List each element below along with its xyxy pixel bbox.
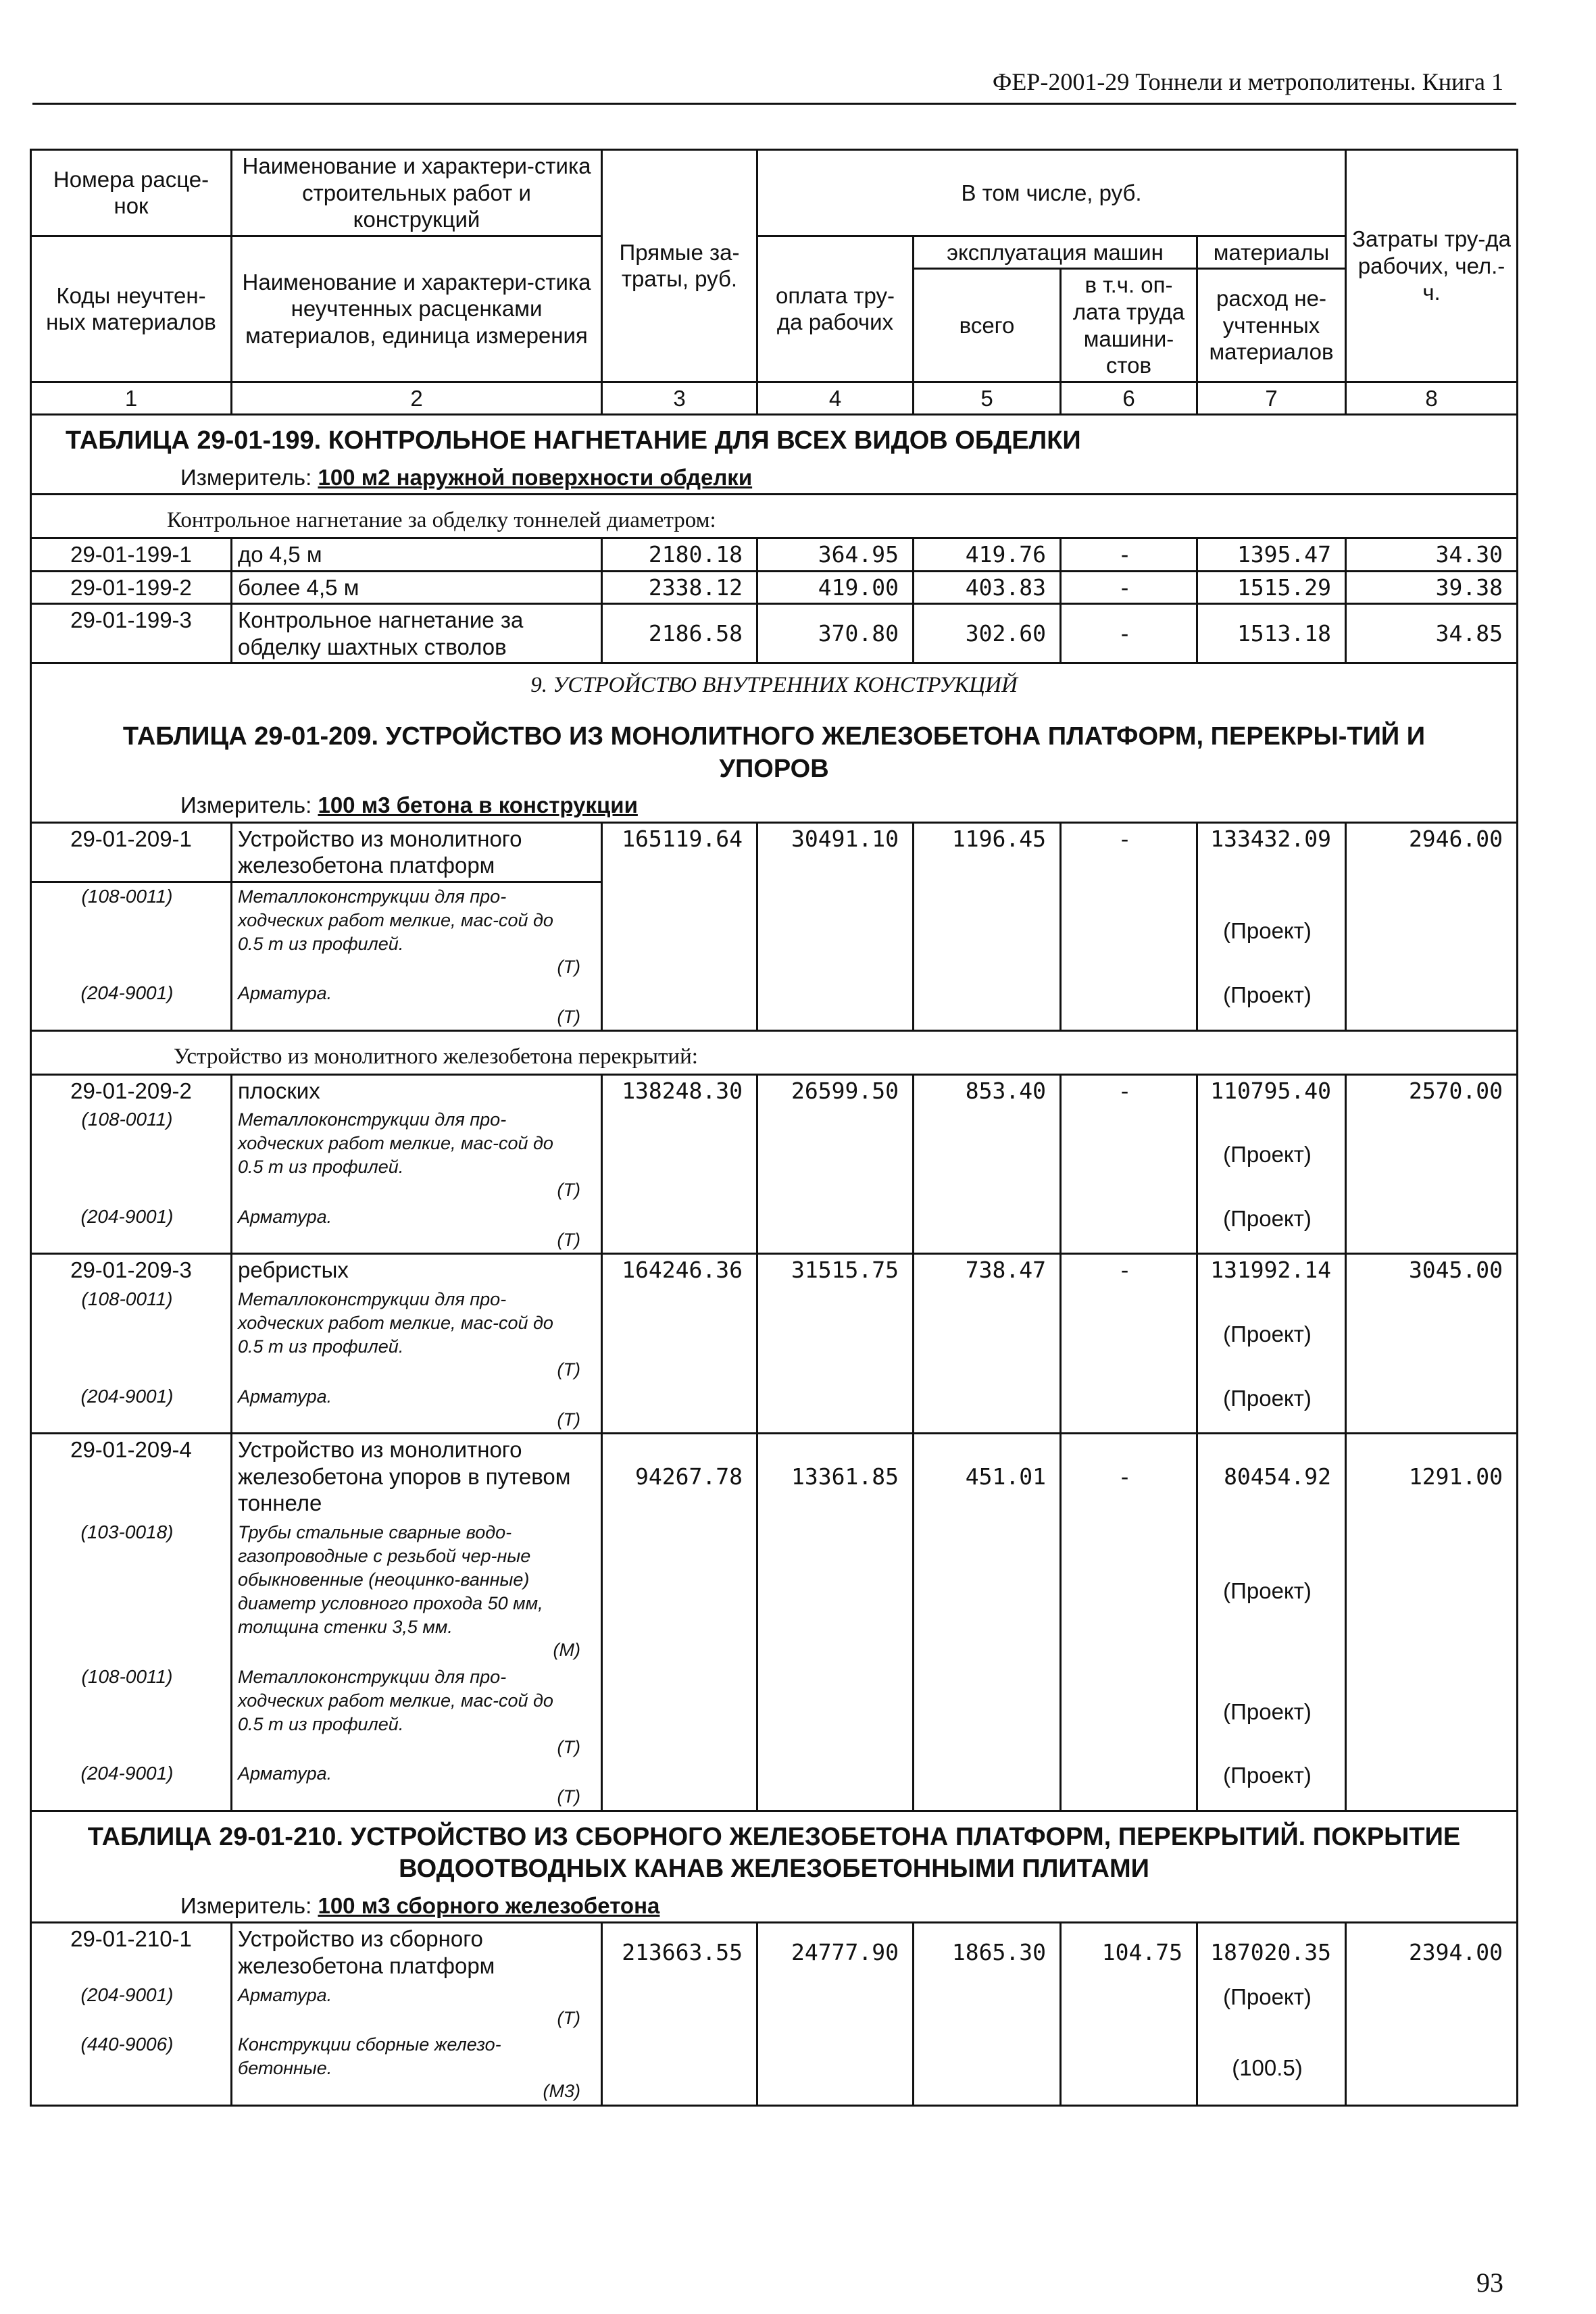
- rate-name: Устройство из монолитного железобетона упоров в путевом тоннеле: [232, 1434, 602, 1519]
- table-199-title: ТАБЛИЦА 29-01-199. КОНТРОЛЬНОЕ НАГНЕТАНИЕ ДЛЯ ВСЕХ ВИДОВ ОБДЕЛКИ: [66, 426, 1081, 455]
- direct-costs: 2338.12: [602, 571, 757, 604]
- materials-cost: 133432.09: [1197, 822, 1346, 882]
- machinist-pay: -: [1061, 822, 1197, 882]
- material-row: [31, 1383, 1518, 1434]
- labor-pay: 31515.75: [757, 1254, 914, 1286]
- material-unit: (М): [553, 1640, 580, 1661]
- running-head: ФЕР-2001-29 Тоннели и метрополитены. Книга 1: [992, 68, 1503, 95]
- machines-total: 738.47: [914, 1254, 1061, 1286]
- direct-costs: 2180.18: [602, 538, 757, 572]
- labor-hours: 3045.00: [1346, 1254, 1518, 1286]
- labor-hours: 2946.00: [1346, 822, 1518, 882]
- machines-total: 302.60: [914, 604, 1061, 663]
- machines-total: 1865.30: [914, 1923, 1061, 1982]
- table-row: [31, 1434, 1518, 1519]
- machinist-pay: -: [1061, 538, 1197, 572]
- machines-header: эксплуатация машин: [914, 236, 1197, 269]
- group-heading: Устройство из монолитного железобетона перекрытий:: [31, 1030, 1518, 1074]
- material-consumption: (Проект): [1197, 980, 1346, 1030]
- direct-costs: 138248.30: [602, 1074, 757, 1106]
- material-consumption: (Проект): [1197, 1383, 1346, 1434]
- table-210-title: ТАБЛИЦА 29-01-210. УСТРОЙСТВО ИЗ СБОРНОГО ЖЕЛЕЗОБЕТОНА ПЛАТФОРМ, ПЕРЕКРЫТИЙ. ПОКРЫТИЕ ВОДООТВОДНЫХ КАНАВ ЖЕЛЕЗОБЕТОННЫМИ ПЛИТАМИ: [87, 1822, 1461, 1884]
- machines-total: 419.76: [914, 538, 1061, 572]
- machinist-pay: -: [1061, 1434, 1197, 1519]
- labor-pay: 419.00: [757, 571, 914, 604]
- labor-pay: 370.80: [757, 604, 914, 663]
- labor-pay: 13361.85: [757, 1434, 914, 1519]
- material-consumption: (Проект): [1197, 1760, 1346, 1811]
- material-code: (108-0011): [31, 1663, 232, 1761]
- materials-cost: 1395.47: [1197, 538, 1346, 572]
- material-consumption: (Проект): [1197, 1982, 1346, 2031]
- material-unit: (Т): [557, 1359, 580, 1380]
- material-name: Арматура.: [238, 1206, 332, 1227]
- material-unit: (Т): [557, 957, 580, 978]
- column-number: 5: [914, 382, 1061, 415]
- material-row: [31, 1203, 1518, 1254]
- material-unit: (М3): [543, 2081, 580, 2102]
- material-row: [31, 882, 1518, 980]
- direct-costs: 213663.55: [602, 1923, 757, 1982]
- column-number: 7: [1197, 382, 1346, 415]
- materials-cost: 1513.18: [1197, 604, 1346, 663]
- material-unit: (Т): [557, 1786, 580, 1807]
- material-name: Арматура.: [238, 1763, 332, 1784]
- material-consumption: (Проект): [1197, 1106, 1346, 1203]
- column-number-row: [31, 382, 1518, 415]
- measure-cell: [31, 461, 1518, 495]
- group-heading: Контрольное нагнетание за обделку тоннелей диаметром:: [31, 495, 1518, 538]
- table-row: [31, 538, 1518, 572]
- material-row: [31, 2031, 1518, 2105]
- rate-code: 29-01-199-3: [31, 604, 232, 663]
- column-number: 6: [1061, 382, 1197, 415]
- material-consumption: (Проект): [1197, 1203, 1346, 1254]
- machines-total: 451.01: [914, 1434, 1061, 1519]
- column-number: 4: [757, 382, 914, 415]
- material-unit: (Т): [557, 1180, 580, 1201]
- table-row: [31, 604, 1518, 663]
- machines-total-header: всего: [914, 269, 1061, 382]
- labor-pay: 30491.10: [757, 822, 914, 882]
- material-row: [31, 1286, 1518, 1383]
- material-consumption: (Проект): [1197, 1663, 1346, 1761]
- column-number: 1: [31, 382, 232, 415]
- rate-name: Устройство из сборного железобетона платформ: [232, 1923, 602, 1982]
- measure-label: Измеритель:: [180, 793, 312, 818]
- rate-code: 29-01-199-1: [31, 538, 232, 572]
- direct-costs: 2186.58: [602, 604, 757, 663]
- column-number: 2: [232, 382, 602, 415]
- machinist-pay: -: [1061, 571, 1197, 604]
- table-row: [31, 1923, 1518, 1982]
- table-title-cell: [31, 415, 1518, 461]
- materials-cost: 110795.40: [1197, 1074, 1346, 1106]
- measure-value: 100 м2 наружной поверхности обделки: [318, 464, 753, 490]
- labor-hours: 34.85: [1346, 604, 1518, 663]
- col2-top-header: Наименование и характери-стика строительных работ и конструкций: [232, 150, 602, 236]
- material-code: (204-9001): [31, 1383, 232, 1434]
- table-row: [31, 571, 1518, 604]
- material-code: (204-9001): [31, 1760, 232, 1811]
- column-number: 3: [602, 382, 757, 415]
- rate-code: 29-01-209-3: [31, 1254, 232, 1286]
- section-title: 9. УСТРОЙСТВО ВНУТРЕННИХ КОНСТРУКЦИЙ: [31, 663, 1518, 711]
- machines-total: 853.40: [914, 1074, 1061, 1106]
- labor-pay-header: оплата тру-да рабочих: [757, 236, 914, 382]
- labor-hours: 34.30: [1346, 538, 1518, 572]
- labor-hours: 2570.00: [1346, 1074, 1518, 1106]
- direct-costs: 165119.64: [602, 822, 757, 882]
- col1-bottom-header: Коды неучтен-ных материалов: [31, 236, 232, 382]
- material-consumption: (Проект): [1197, 882, 1346, 980]
- material-name: Металлоконструкции для про-ходческих работ мелкие, мас-сой до 0.5 т из профилей.: [238, 1666, 553, 1734]
- material-consumption: (Проект): [1197, 1519, 1346, 1663]
- direct-costs-header: Прямые за-траты, руб.: [602, 150, 757, 382]
- direct-costs: 164246.36: [602, 1254, 757, 1286]
- rate-name: до 4,5 м: [232, 538, 602, 572]
- labor-pay: 24777.90: [757, 1923, 914, 1982]
- machinist-pay: -: [1061, 604, 1197, 663]
- measure-value: 100 м3 бетона в конструкции: [318, 793, 638, 818]
- rate-name: более 4,5 м: [232, 571, 602, 604]
- table-row: [31, 822, 1518, 882]
- material-unit: (Т): [557, 1006, 580, 1027]
- rate-name: Устройство из монолитного железобетона платформ: [232, 822, 602, 882]
- table-header: [31, 150, 1518, 415]
- table-title-cell: [31, 711, 1518, 789]
- material-code: (103-0018): [31, 1519, 232, 1663]
- material-code: (108-0011): [31, 1106, 232, 1203]
- material-row: [31, 1519, 1518, 1663]
- material-code: (204-9001): [31, 980, 232, 1030]
- measure-label: Измеритель:: [180, 1892, 312, 1918]
- labor-hours: 39.38: [1346, 571, 1518, 604]
- material-name: Металлоконструкции для про-ходческих работ мелкие, мас-сой до 0.5 т из профилей.: [238, 886, 553, 954]
- material-code: (440-9006): [31, 2031, 232, 2105]
- measure-label: Измеритель:: [180, 464, 312, 490]
- table-209-title: ТАБЛИЦА 29-01-209. УСТРОЙСТВО ИЗ МОНОЛИТНОГО ЖЕЛЕЗОБЕТОНА ПЛАТФОРМ, ПЕРЕКРЫ-ТИЙ И УПОРОВ: [122, 722, 1426, 783]
- materials-header: материалы: [1197, 236, 1346, 269]
- rate-name: Контрольное нагнетание за обделку шахтных стволов: [232, 604, 602, 663]
- labor-hours-header: Затраты тру-да рабочих, чел.-ч.: [1346, 150, 1518, 382]
- direct-costs: 94267.78: [602, 1434, 757, 1519]
- column-number: 8: [1346, 382, 1518, 415]
- including-header: В том числе, руб.: [757, 150, 1346, 236]
- material-name: Трубы стальные сварные водо-газопроводные с резьбой чер-ные обыкновенные (неоцинко-ванные) диаметр условного прохода 50 мм, толщина стенки 3,5 мм.: [238, 1521, 543, 1638]
- materials-cost: 1515.29: [1197, 571, 1346, 604]
- labor-hours: 1291.00: [1346, 1434, 1518, 1519]
- labor-pay: 364.95: [757, 538, 914, 572]
- table-title-cell: [31, 1811, 1518, 1890]
- measure-cell: [31, 789, 1518, 822]
- page-number: 93: [1476, 2267, 1503, 2298]
- materials-cost: 80454.92: [1197, 1434, 1346, 1519]
- rate-name: ребристых: [232, 1254, 602, 1286]
- material-consumption: (Проект): [1197, 1286, 1346, 1383]
- material-row: [31, 980, 1518, 1030]
- materials-cost: 131992.14: [1197, 1254, 1346, 1286]
- unaccounted-materials-header: расход не-учтенных материалов: [1197, 269, 1346, 382]
- material-name: Металлоконструкции для про-ходческих работ мелкие, мас-сой до 0.5 т из профилей.: [238, 1288, 553, 1357]
- col2-bottom-header: Наименование и характери-стика неучтенных расценками материалов, единица измерения: [232, 236, 602, 382]
- table-row: [31, 1074, 1518, 1106]
- material-unit: (Т): [557, 1229, 580, 1250]
- machinist-pay: 104.75: [1061, 1923, 1197, 1982]
- material-row: [31, 1106, 1518, 1203]
- material-name: Арматура.: [238, 1386, 332, 1407]
- materials-cost: 187020.35: [1197, 1923, 1346, 1982]
- material-row: [31, 1760, 1518, 1811]
- machines-total: 403.83: [914, 571, 1061, 604]
- measure-value: 100 м3 сборного железобетона: [318, 1892, 660, 1918]
- measure-cell: [31, 1890, 1518, 1923]
- labor-hours: 2394.00: [1346, 1923, 1518, 1982]
- material-name: Металлоконструкции для про-ходческих работ мелкие, мас-сой до 0.5 т из профилей.: [238, 1109, 553, 1178]
- rate-code: 29-01-209-1: [31, 822, 232, 882]
- machines-total: 1196.45: [914, 822, 1061, 882]
- material-unit: (Т): [557, 2007, 580, 2028]
- rates-table: [30, 149, 1518, 2107]
- labor-pay: 26599.50: [757, 1074, 914, 1106]
- rate-code: 29-01-210-1: [31, 1923, 232, 1982]
- table-row: [31, 1254, 1518, 1286]
- col1-top-header: Номера расце-нок: [31, 150, 232, 236]
- material-row: [31, 1663, 1518, 1761]
- machinist-pay: -: [1061, 1254, 1197, 1286]
- material-unit: (Т): [557, 1409, 580, 1430]
- rate-code: 29-01-209-2: [31, 1074, 232, 1106]
- machinist-pay-header: в т.ч. оп-лата труда машини-стов: [1061, 269, 1197, 382]
- header-rule: [32, 103, 1516, 105]
- rate-code: 29-01-209-4: [31, 1434, 232, 1519]
- material-code: (108-0011): [31, 882, 232, 980]
- material-name: Арматура.: [238, 983, 332, 1004]
- material-consumption: (100.5): [1197, 2031, 1346, 2105]
- material-code: (204-9001): [31, 1203, 232, 1254]
- machinist-pay: -: [1061, 1074, 1197, 1106]
- material-name: Арматура.: [238, 1984, 332, 2005]
- material-code: (108-0011): [31, 1286, 232, 1383]
- material-name: Конструкции сборные железо-бетонные.: [238, 2034, 501, 2079]
- material-row: [31, 1982, 1518, 2031]
- rate-code: 29-01-199-2: [31, 571, 232, 604]
- material-unit: (Т): [557, 1736, 580, 1757]
- rate-name: плоских: [232, 1074, 602, 1106]
- material-code: (204-9001): [31, 1982, 232, 2031]
